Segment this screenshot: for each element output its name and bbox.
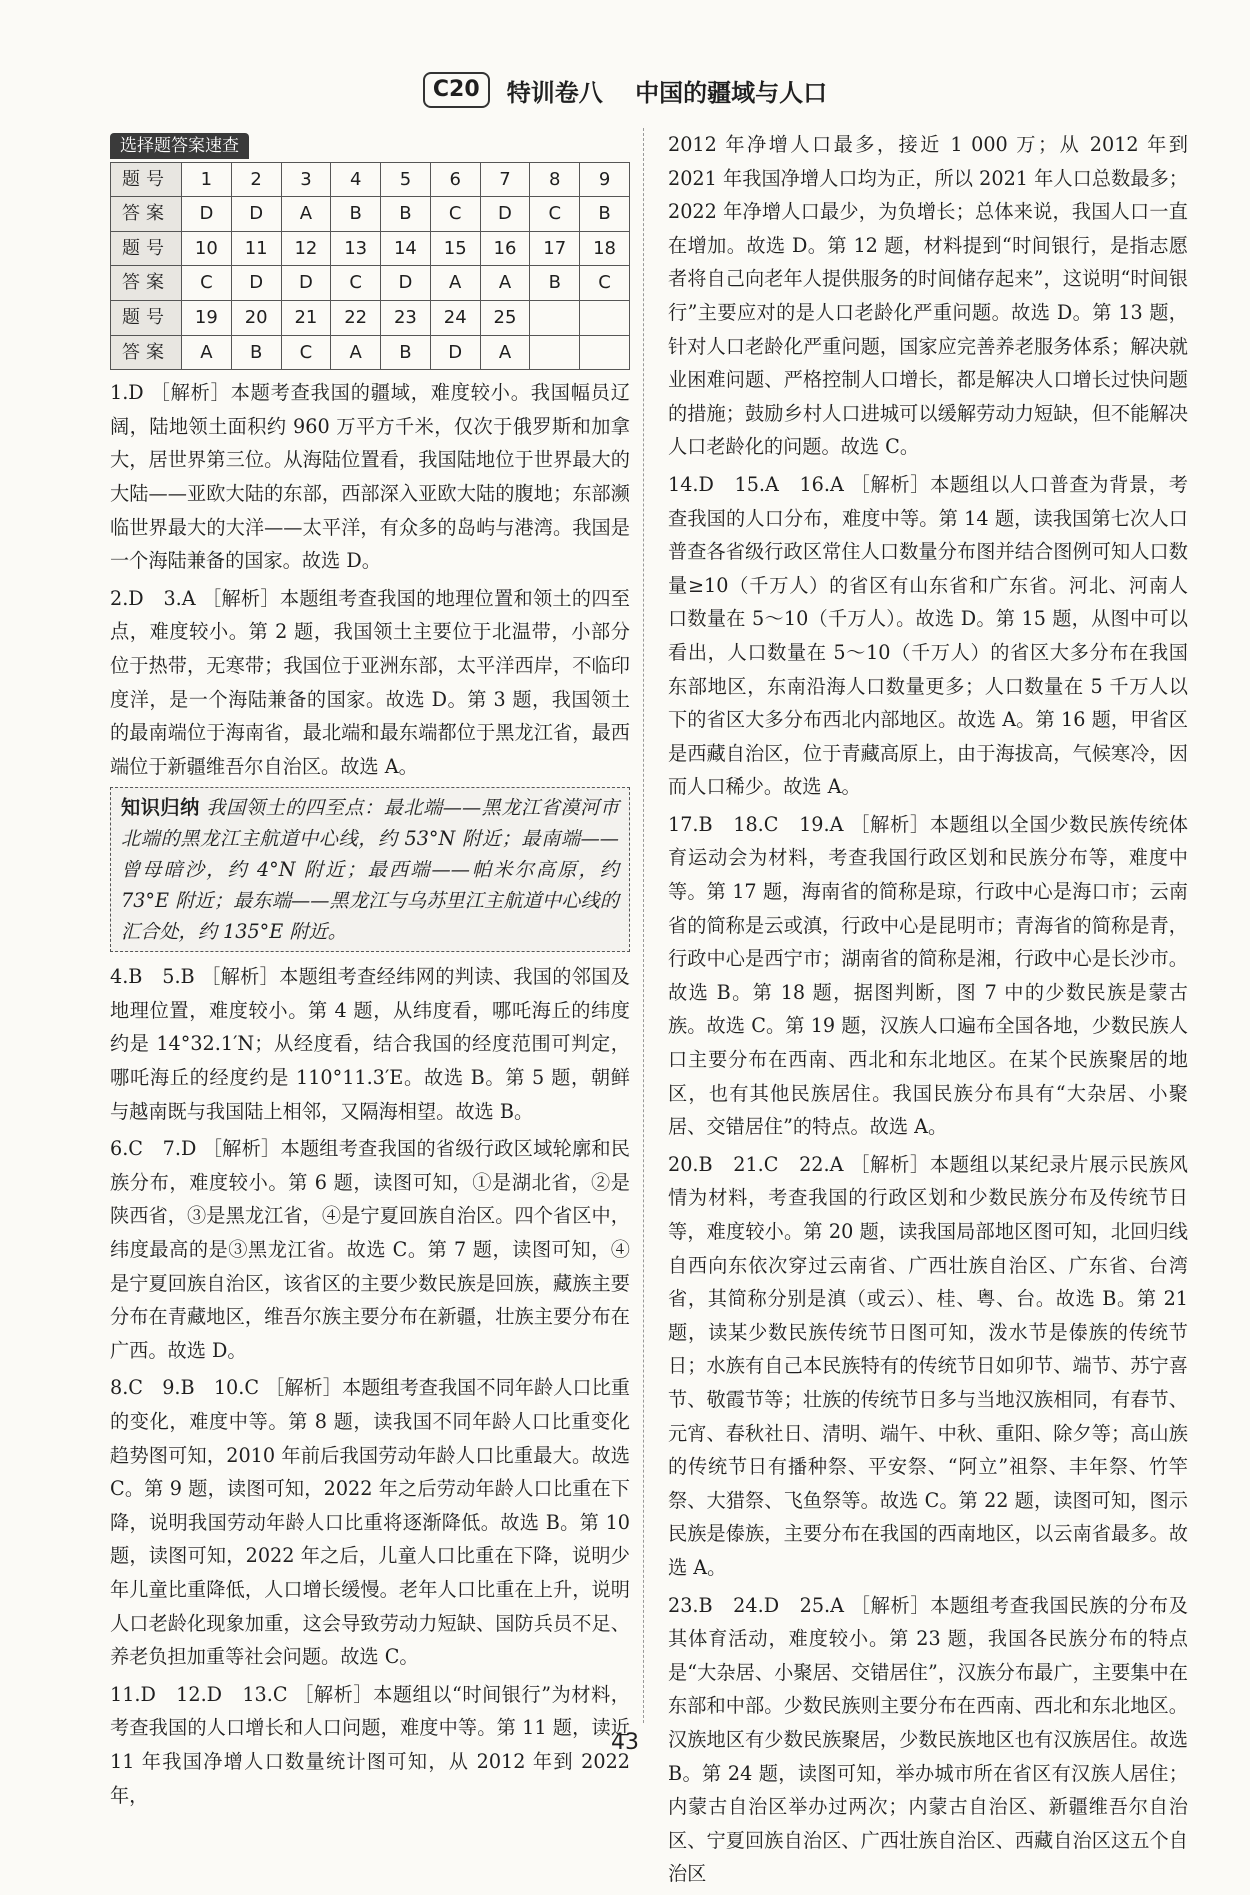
table-row-answers <box>111 197 630 232</box>
question-number-cell: 15 <box>430 231 480 266</box>
question-number-header: 题号 <box>111 231 182 266</box>
answer-cell: C <box>182 266 232 301</box>
question-number-cell <box>530 300 580 335</box>
title-part-b: 中国的疆域与人口 <box>635 78 828 107</box>
answer-cell: D <box>231 197 281 232</box>
answer-cell: B <box>331 197 381 232</box>
question-number-cell: 10 <box>182 231 232 266</box>
column-divider <box>643 128 644 1723</box>
table-row-question-numbers <box>111 231 630 266</box>
question-number-cell: 4 <box>331 162 381 197</box>
answer-paragraph: 2012 年净增人口最多，接近 1 000 万；从 2012 年到 2021 年我国净增人口均为正，所以 2021 年人口总数最多；2022 年净增人口最少，为负增长；总体来说，我国人口一直在增加。故选 D。第 12 题，材料提到“时间银行，是指志愿者将自己向老年人提供服务的时间储存起来”，这说明“时间银行”主要应对的是人口老龄化严重问题。故选 D。第 13 题，针对人口老龄化严重问题，国家应完善养老服务体系；解决就业困难问题、严格控制人口增长，都是解决人口增长过快问题的措施；鼓励乡村人口进城可以缓解劳动力短缺，但不能解决人口老龄化的问题。故选 C。 <box>668 133 1188 459</box>
answer-cell: D <box>430 335 480 370</box>
answer-header: 答案 <box>111 266 182 301</box>
table-row-question-numbers <box>111 300 630 335</box>
answer-cell: C <box>281 335 331 370</box>
question-number-cell: 22 <box>331 300 381 335</box>
question-number-header: 题号 <box>111 300 182 335</box>
answer-cell: A <box>182 335 232 370</box>
question-number-cell: 16 <box>480 231 530 266</box>
knowledge-summary-text: 我国领土的四至点：最北端——黑龙江省漠河市北端的黑龙江主航道中心线，约 53°N 附近；最南端——曾母暗沙，约 4°N 附近；最西端——帕米尔高原，约 73°E 附近；最东端——黑龙江与乌苏里江主航道中心线的汇合处，约 135°E 附近。 <box>121 796 620 944</box>
answer-paragraph: 17.B 18.C 19.A ［解析］本题组以全国少数民族传统体育运动会为材料，考查我国行政区划和民族分布等，难度中等。第 17 题，海南省的简称是琼，行政中心是海口市；云南省的简称是云或滇，行政中心是昆明市；青海省的简称是青，行政中心是西宁市；湖南省的简称是湘，行政中心是长沙市。故选 B。第 18 题，据图判断，图 7 中的少数民族是蒙古族。故选 C。第 19 题，汉族人口遍布全国各地，少数民族人口主要分布在西南、西北和东北地区。在某个民族聚居的地区，也有其他民族居住。我国民族分布具有“大杂居、小聚居、交错居住”的特点。故选 A。 <box>668 812 1188 1139</box>
question-number-cell: 12 <box>281 231 331 266</box>
answer-cell: C <box>580 266 630 301</box>
question-number-cell: 7 <box>480 162 530 197</box>
answer-cell: B <box>530 266 580 301</box>
answer-header: 答案 <box>111 197 182 232</box>
answer-paragraph: 6.C 7.D ［解析］本题组考查我国的省级行政区域轮廓和民族分布，难度较小。第 6 题，读图可知，①是湖北省，②是陕西省，③是黑龙江省，④是宁夏回族自治区。四个省区中，纬度最高的是③黑龙江省。故选 C。第 7 题，读图可知，④是宁夏回族自治区，该省区的主要少数民族是回族，藏族主要分布在青藏地区，维吾尔族主要分布在新疆，壮族主要分布在广西。故选 D。 <box>110 1137 630 1362</box>
answer-paragraph: 8.C 9.B 10.C ［解析］本题组考查我国不同年龄人口比重的变化，难度中等。第 8 题，读我国不同年龄人口比重变化趋势图可知，2010 年前后我国劳动年龄人口比重最大。故选 C。第 9 题，读图可知，2022 年之后劳动年龄人口比重在下降，说明我国劳动年龄人口比重将逐渐降低。故选 B。第 10 题，读图可知，2022 年之后，儿童人口比重在下降，说明少年儿童比重降低，人口增长缓慢。老年人口比重在上升，说明人口老龄化现象加重，这会导致劳动力短缺、国防兵员不足、养老负担加重等社会问题。故选 C。 <box>110 1376 630 1669</box>
answer-cell <box>580 335 630 370</box>
question-number-cell: 21 <box>281 300 331 335</box>
question-number-cell: 5 <box>381 162 431 197</box>
answer-cell: D <box>182 197 232 232</box>
answer-paragraph: 2.D 3.A ［解析］本题组考查我国的地理位置和领土的四至点，难度较小。第 2 题，我国领土主要位于北温带，小部分位于热带，无寒带；我国位于亚洲东部，太平洋西岸，不临印度洋，是一个海陆兼备的国家。故选 D。第 3 题，我国领土的最南端位于海南省，最北端和最东端都位于黑龙江省，最西端位于新疆维吾尔自治区。故选 A。 <box>110 586 630 778</box>
answer-cell: D <box>381 266 431 301</box>
page-number: 43 <box>611 1730 639 1755</box>
answer-cell: A <box>331 335 381 370</box>
page-header <box>0 72 1250 116</box>
answer-paragraph: 11.D 12.D 13.C ［解析］本题组以“时间银行”为材料，考查我国的人口增长和人口问题，难度中等。第 11 题，读近 11 年我国净增人口数量统计图可知，从 2012 年到 2022 年， <box>110 1682 630 1807</box>
question-number-cell: 3 <box>281 162 331 197</box>
knowledge-summary-tag: 知识归纳 <box>121 796 200 820</box>
answer-cell: A <box>430 266 480 301</box>
answer-paragraph: 23.B 24.D 25.A ［解析］本题组考查我国民族的分布及其体育活动，难度较小。第 23 题，我国各民族分布的特点是“大杂居、小聚居、交错居住”，汉族分布最广，主要集中在东部和中部。少数民族则主要分布在西南、西北和东北地区。汉族地区有少数民族聚居，少数民族地区也有汉族居住。故选 B。第 24 题，读图可知，举办城市所在省区有汉族人居住；内蒙古自治区举办过两次；内蒙古自治区、新疆维吾尔自治区、宁夏回族自治区、广西壮族自治区、西藏自治区这五个自治区 <box>668 1593 1188 1886</box>
answer-paragraph: 20.B 21.C 22.A ［解析］本题组以某纪录片展示民族风情为材料，考查我国的行政区划和少数民族分布及传统节日等，难度较小。第 20 题，读我国局部地区图可知，北回归线自西向东依次穿过云南省、广西壮族自治区、广东省、台湾省，其简称分别是滇（或云）、桂、粤、台。故选 B。第 21 题，读某少数民族传统节日图可知，泼水节是傣族的传统节日；水族有自己本民族特有的传统节日如卯节、端节、苏宁喜节、敬霞节等；壮族的传统节日多与当地汉族相同，有春节、元宵、春秋社日、清明、端午、中秋、重阳、除夕等；高山族的传统节日有播种祭、平安祭、“阿立”祖祭、丰年祭、竹竿祭、大猎祭、飞鱼祭等。故选 C。第 22 题，读图可知，图示民族是傣族，主要分布在我国的西南地区，以云南省最多。故选 A。 <box>668 1152 1188 1579</box>
question-number-cell: 19 <box>182 300 232 335</box>
answer-cell: B <box>381 197 431 232</box>
question-number-cell: 11 <box>231 231 281 266</box>
question-number-cell: 9 <box>580 162 630 197</box>
answer-paragraph: 1.D ［解析］本题考查我国的疆域，难度较小。我国幅员辽阔，陆地领土面积约 960 万平方千米，仅次于俄罗斯和加拿大，居世界第三位。从海陆位置看，我国陆地位于世界最大的大陆——亚欧大陆的东部，西部深入亚欧大陆的腹地；东部濒临世界最大的大洋——太平洋，有众多的岛屿与港湾。我国是一个海陆兼备的国家。故选 D。 <box>110 381 630 573</box>
answer-paragraph: 14.D 15.A 16.A ［解析］本题组以人口普查为背景，考查我国的人口分布，难度中等。第 14 题，读我国第七次人口普查各省级行政区常住人口数量分布图并结合图例可知人口数量≥10（千万人）的省区有山东省和广东省。河北、河南人口数量在 5～10（千万人）。故选 D。第 15 题，从图中可以看出，人口数量在 5～10（千万人）的省区大多分布在我国东部地区，东南沿海人口数量更多；人口数量在 5 千万人以下的省区大多分布西北内部地区。故选 A。第 16 题，甲省区是西藏自治区，位于青藏高原上，由于海拔高，气候寒冷，因而人口稀少。故选 A。 <box>668 472 1188 799</box>
title-part-a: 特训卷八 <box>506 78 603 107</box>
answer-header: 答案 <box>111 335 182 370</box>
answer-cell: C <box>430 197 480 232</box>
question-number-cell: 6 <box>430 162 480 197</box>
answer-cell: D <box>231 266 281 301</box>
answer-table <box>110 162 630 371</box>
answer-cell: D <box>281 266 331 301</box>
question-number-cell: 18 <box>580 231 630 266</box>
answer-cell: C <box>331 266 381 301</box>
question-number-header: 题号 <box>111 162 182 197</box>
question-number-cell: 2 <box>231 162 281 197</box>
answer-cell: B <box>231 335 281 370</box>
section-code-badge: C20 <box>423 72 490 108</box>
question-number-cell: 24 <box>430 300 480 335</box>
table-row-answers <box>111 335 630 370</box>
page-title <box>507 79 827 107</box>
answer-cell: D <box>480 197 530 232</box>
left-column <box>110 128 630 1816</box>
answer-paragraph: 4.B 5.B ［解析］本题组考查经纬网的判读、我国的邻国及地理位置，难度较小。第 4 题，从纬度看，哪吒海丘的纬度约是 14°32.1′N；从经度看，结合我国的经度范围可判定，哪吒海丘的经度约是 110°11.3′E。故选 B。第 5 题，朝鲜与越南既与我国陆上相邻，又隔海相望。故选 B。 <box>110 965 630 1123</box>
knowledge-summary-box <box>110 787 630 952</box>
table-row-question-numbers <box>111 162 630 197</box>
question-number-cell: 14 <box>381 231 431 266</box>
answer-cell: A <box>480 266 530 301</box>
question-number-cell: 1 <box>182 162 232 197</box>
answer-cell: C <box>530 197 580 232</box>
question-number-cell: 17 <box>530 231 580 266</box>
answer-cell: A <box>281 197 331 232</box>
answer-table-tag: 选择题答案速查 <box>110 133 249 159</box>
answer-cell: B <box>381 335 431 370</box>
answer-cell <box>530 335 580 370</box>
table-row-answers <box>111 266 630 301</box>
question-number-cell: 20 <box>231 300 281 335</box>
question-number-cell: 8 <box>530 162 580 197</box>
right-column <box>668 128 1188 1895</box>
question-number-cell: 23 <box>381 300 431 335</box>
question-number-cell: 13 <box>331 231 381 266</box>
question-number-cell <box>580 300 630 335</box>
question-number-cell: 25 <box>480 300 530 335</box>
answer-cell: B <box>580 197 630 232</box>
answer-cell: A <box>480 335 530 370</box>
